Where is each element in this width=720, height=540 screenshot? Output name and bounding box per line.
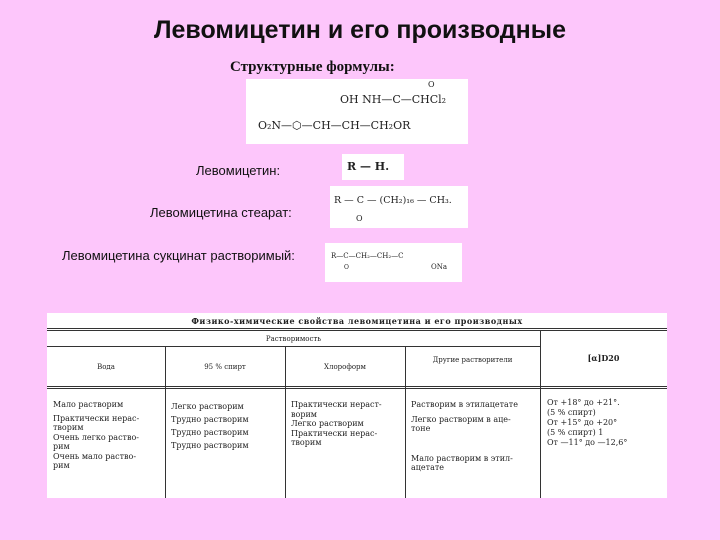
chloroform-cell: Легко растворим bbox=[291, 419, 364, 428]
structural-formulas-heading: Структурные формулы: bbox=[230, 59, 395, 75]
formula-bottom-line: O₂N—⬡—CH—CH—CH₂OR bbox=[258, 119, 411, 132]
formula-top-line: OH NH—C—CHCl₂ bbox=[340, 93, 447, 106]
properties-table bbox=[47, 313, 667, 498]
alcohol-cell: Трудно растворим bbox=[171, 415, 249, 424]
rotation-cell: От +18° до +21°. bbox=[547, 398, 620, 407]
water-cell: Очень легко раство- bbox=[53, 432, 139, 442]
col-other-cells bbox=[411, 400, 518, 473]
stearate-formula-text: R — C — (CH₂)₁₆ — CH₃. bbox=[334, 195, 452, 206]
solubility-header: Растворимость bbox=[265, 335, 322, 343]
table-rule-header-2 bbox=[47, 388, 667, 389]
col-header-water: Вода bbox=[97, 363, 115, 371]
alcohol-cell: Легко растворим bbox=[171, 402, 244, 411]
levomycetin-formula bbox=[342, 154, 404, 180]
col-header-rotation: [α]D20 bbox=[587, 353, 620, 363]
rotation-cell: От +15° до +20° bbox=[547, 418, 618, 427]
water-cell: рим bbox=[53, 461, 70, 470]
col-water-cells bbox=[53, 400, 139, 471]
levomycetin-formula-text: R — H. bbox=[347, 160, 390, 173]
water-cell: творим bbox=[53, 423, 84, 432]
formula-carbonyl-oxygen: O bbox=[428, 80, 435, 89]
stearate-formula-oxygen: O bbox=[356, 214, 363, 223]
col-chloroform-cells bbox=[291, 400, 382, 448]
rotation-cell: От —11° до —12,6° bbox=[547, 438, 628, 447]
table-rule-top bbox=[47, 328, 667, 329]
stearate-label: Левомицетина стеарат: bbox=[150, 205, 292, 220]
stearate-formula bbox=[330, 186, 468, 228]
rotation-cell: (5 % спирт) bbox=[547, 408, 596, 417]
other-cell: Мало растворим в этил- bbox=[411, 453, 513, 463]
succinate-formula-oxygen: O bbox=[344, 264, 349, 271]
other-cell: Растворим в этилацетате bbox=[411, 400, 518, 409]
page-title: Левомицетин и его производные bbox=[153, 16, 567, 44]
col-header-alcohol: 95 % спирт bbox=[204, 363, 246, 371]
other-cell: ацетате bbox=[411, 463, 445, 472]
succinate-formula-text: R—C—CH₂—CH₂—C bbox=[331, 252, 404, 260]
levomycetin-label: Левомицетин: bbox=[196, 163, 281, 178]
water-cell: рим bbox=[53, 442, 70, 451]
main-structural-formula bbox=[246, 79, 468, 144]
table-rule-header bbox=[47, 386, 667, 387]
col-header-other: Другие растворители bbox=[432, 356, 513, 364]
col-header-chloroform: Хлороформ bbox=[324, 363, 366, 371]
table-rule-sub bbox=[47, 346, 540, 347]
col-divider-3 bbox=[405, 346, 406, 498]
chloroform-cell: Практически нераст- bbox=[291, 400, 382, 409]
table-rule-top-2 bbox=[47, 330, 667, 331]
water-cell: Мало растворим bbox=[53, 400, 124, 409]
alcohol-cell: Трудно растворим bbox=[171, 428, 249, 437]
rotation-cell: (5 % спирт) 1 bbox=[547, 428, 604, 437]
other-cell: Легко растворим в аце- bbox=[411, 414, 511, 424]
chloroform-cell: творим bbox=[291, 438, 322, 447]
col-rotation-cells bbox=[547, 398, 627, 448]
other-cell: тоне bbox=[411, 424, 431, 433]
water-cell: Очень мало раство- bbox=[53, 451, 137, 461]
succinate-formula-ona: ONa bbox=[431, 263, 448, 271]
col-alcohol-cells bbox=[171, 400, 249, 452]
table-caption: Физико-химические свойства левомицетина и его производных bbox=[191, 316, 523, 326]
succinate-formula bbox=[325, 243, 462, 282]
chloroform-cell: ворим bbox=[291, 409, 317, 419]
chloroform-cell: Практически нерас- bbox=[291, 428, 378, 438]
alcohol-cell: Трудно растворим bbox=[171, 441, 249, 450]
succinate-label: Левомицетина сукцинат растворимый: bbox=[62, 248, 295, 263]
water-cell: Практически нерас- bbox=[53, 413, 140, 423]
